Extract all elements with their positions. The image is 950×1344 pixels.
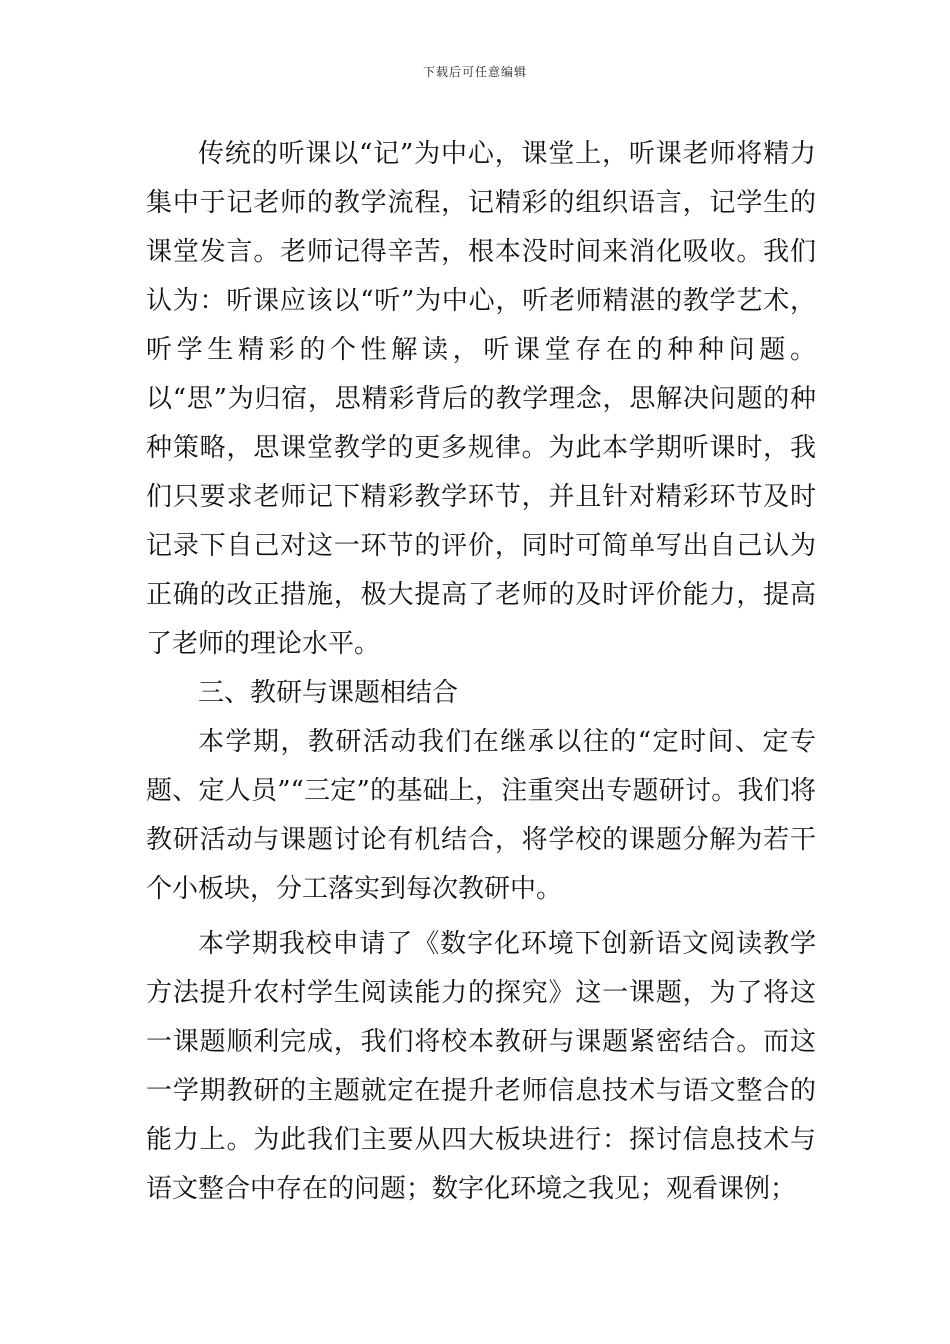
page-header: 下载后可任意编辑: [422, 65, 527, 79]
paragraph-research-activities: 本学期，教研活动我们在继承以往的“定时间、定专题、定人员”“三定”的基础上，注重突出专题研讨。我们将教研活动与课题讨论有机结合，将学校的课题分解为若干个小板块，分工落实到每次教研中。: [146, 727, 816, 904]
paragraph-listening-method: 传统的听课以“记”为中心，课堂上，听课老师将精力集中于记老师的教学流程，记精彩的组织语言，记学生的课堂发言。老师记得辛苦，根本没时间来消化吸收。我们认为：听课应该以“听”为中心，听老师精湛的教学艺术，听学生精彩的个性解读，听课堂存在的种种问题。以“思”为归宿，思精彩背后的教学理念，思解决问题的种种策略，思课堂教学的更多规律。为此本学期听课时，我们只要求老师记下精彩教学环节，并且针对精彩环节及时记录下自己对这一环节的评价，同时可简单写出自己认为正确的改正措施，极大提高了老师的及时评价能力，提高了老师的理论水平。: [146, 139, 816, 659]
paragraph-project-application: 本学期我校申请了《数字化环境下创新语文阅读教学方法提升农村学生阅读能力的探究》这一课题，为了将这一课题顺利完成，我们将校本教研与课题紧密结合。而这一学期教研的主题就定在提升老师信息技术与语文整合的能力上。为此我们主要从四大板块进行：探讨信息技术与语文整合中存在的问题；数字化环境之我见；观看课例；: [146, 929, 816, 1204]
document-body: [146, 130, 816, 1214]
section-heading-research-and-projects: 三、教研与课题相结合: [198, 678, 459, 708]
